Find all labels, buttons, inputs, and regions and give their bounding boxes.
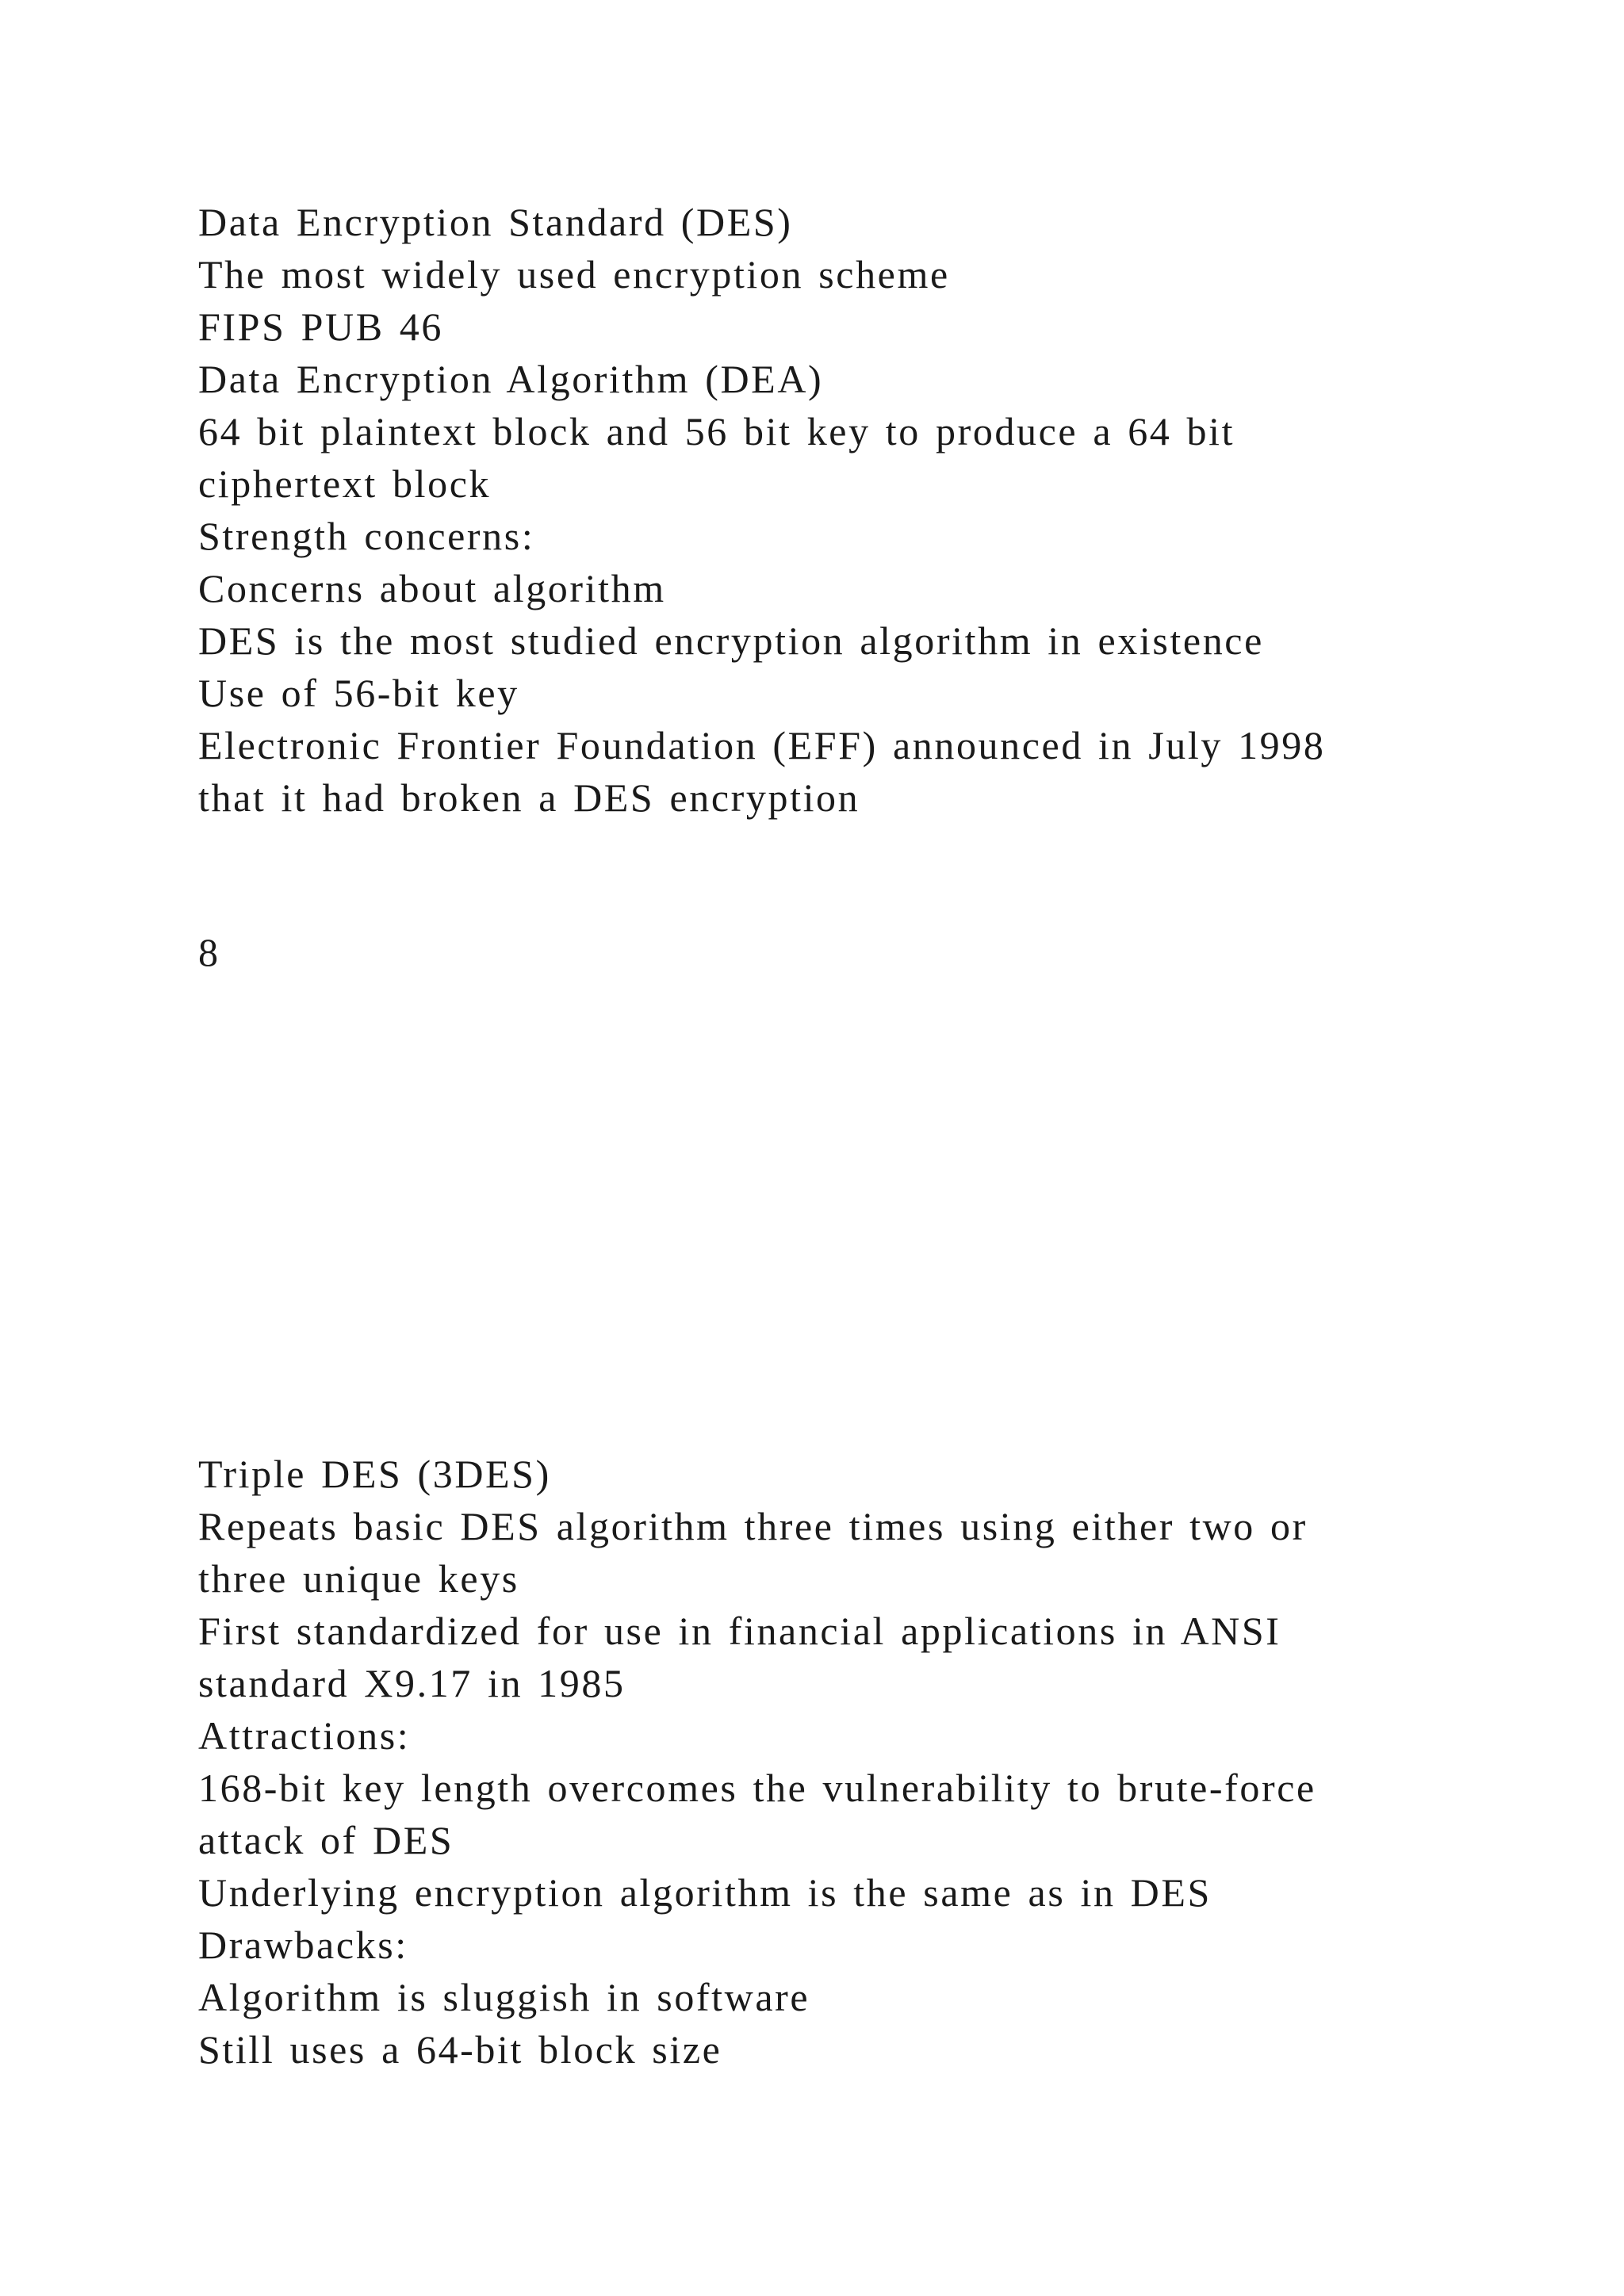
des-line: Concerns about algorithm xyxy=(198,566,666,610)
des-section xyxy=(198,196,1451,824)
des-line: The most widely used encryption scheme xyxy=(198,252,950,297)
triple-des-line: Underlying encryption algorithm is the same as in DES xyxy=(198,1870,1212,1915)
des-line: FIPS PUB 46 xyxy=(198,304,443,349)
des-line: Electronic Frontier Foundation (EFF) announced in July 1998 xyxy=(198,723,1326,767)
des-line: 64 bit plaintext block and 56 bit key to produce a 64 bit xyxy=(198,409,1235,453)
triple-des-line: three unique keys xyxy=(198,1556,519,1601)
triple-des-heading: Triple DES (3DES) xyxy=(198,1452,551,1496)
des-line: Data Encryption Algorithm (DEA) xyxy=(198,357,824,401)
triple-des-line: First standardized for use in financial applications in ANSI xyxy=(198,1609,1281,1653)
des-line: that it had broken a DES encryption xyxy=(198,775,860,820)
page-number xyxy=(198,926,1451,978)
page-number-text: 8 xyxy=(198,930,220,974)
triple-des-line: standard X9.17 in 1985 xyxy=(198,1661,626,1705)
triple-des-line: 168-bit key length overcomes the vulnerability to brute-force xyxy=(198,1766,1316,1810)
triple-des-line: Algorithm is sluggish in software xyxy=(198,1975,810,2019)
triple-des-section xyxy=(198,1448,1451,2076)
triple-des-line: Attractions: xyxy=(198,1713,411,1758)
des-line: ciphertext block xyxy=(198,461,492,506)
des-line: Use of 56-bit key xyxy=(198,671,519,715)
des-heading: Data Encryption Standard (DES) xyxy=(198,200,793,244)
triple-des-line: Still uses a 64-bit block size xyxy=(198,2027,722,2072)
des-line: Strength concerns: xyxy=(198,514,535,558)
triple-des-line: Drawbacks: xyxy=(198,1923,408,1967)
des-line: DES is the most studied encryption algorithm in existence xyxy=(198,618,1264,663)
triple-des-line: Repeats basic DES algorithm three times using either two or xyxy=(198,1504,1308,1548)
triple-des-line: attack of DES xyxy=(198,1818,454,1862)
